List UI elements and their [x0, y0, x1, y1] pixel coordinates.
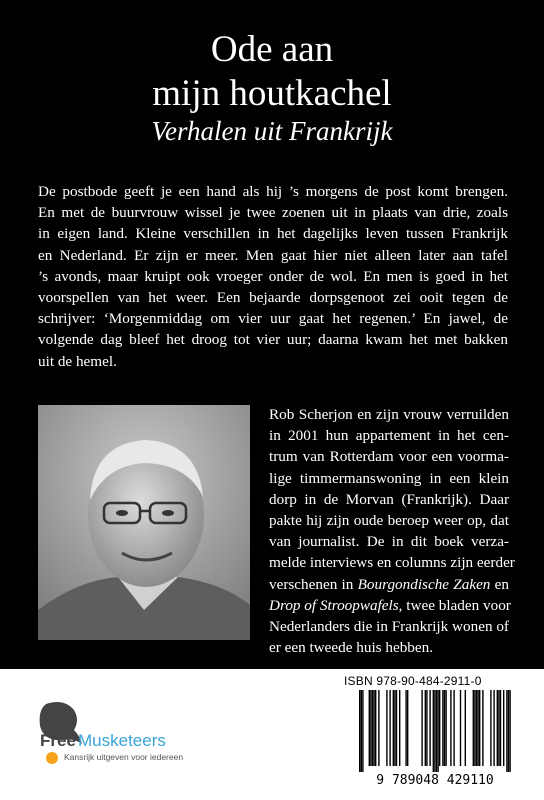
barcode-bar [490, 690, 491, 766]
barcode-bar [369, 690, 370, 766]
bio-italic-title: Drop of Stroopwafels [269, 596, 399, 614]
bio-text: lige timmermanswoning in een klein [269, 469, 509, 487]
barcode-bar [493, 690, 494, 766]
author-photo [38, 405, 250, 640]
barcode-bar [445, 690, 446, 766]
barcode-bar [399, 690, 400, 766]
barcode-bar [407, 690, 408, 766]
barcode-bar [479, 690, 480, 766]
blurb-line: uit de hemel. [38, 352, 117, 370]
barcode-bar [444, 690, 445, 766]
barcode-bar [460, 690, 461, 766]
bio-text: verschenen in [269, 575, 358, 593]
barcode-digits: 9 789048 429110 [376, 773, 494, 788]
blurb-line: en Nederland. Er zijn er meer. Men gaat hier niet alleen later aan tafel [38, 246, 508, 264]
publisher-name-part1: Free [40, 731, 76, 750]
barcode-bar [497, 690, 498, 766]
barcode-bar [506, 690, 507, 772]
publisher-logo [34, 696, 234, 776]
author-bio [269, 404, 515, 658]
publisher-tagline: Kansrijk uitgeven voor iedereen [64, 752, 184, 762]
bio-text: dorp in de Morvan (Frankrijk). Daar [269, 490, 509, 508]
book-subtitle: Verhalen uit Frankrijk [151, 116, 393, 146]
bio-line [269, 425, 509, 446]
blurb-line: in eigen land. Kleine verschillen in het dagelijks leven tussen Frankrijk [38, 225, 508, 243]
blurb-line: schrijver: ‘Morgenmiddag om vier uur gaat het regenen.’ En jawel, de [38, 310, 508, 328]
barcode-bar [498, 690, 499, 766]
barcode-bar [453, 690, 454, 766]
book-title-line-2: mijn houtkachel [152, 73, 392, 114]
barcode-bar [477, 690, 478, 766]
barcode-bar [359, 690, 360, 772]
barcode-bar [437, 690, 438, 772]
bio-text: en [490, 575, 509, 593]
barcode-bar [429, 690, 430, 766]
bio-text: , twee bladen voor [398, 596, 511, 614]
barcode-bar [439, 690, 440, 766]
barcode-bar [421, 690, 422, 766]
barcode-bar [362, 690, 363, 772]
blurb-line: De postbode geeft je een hand als hij ’s morgens de post komt brengen. [38, 183, 508, 200]
isbn-label: ISBN 978-90-484-2911-0 [344, 674, 482, 688]
bio-text: er een tweede huis hebben. [269, 639, 434, 657]
publisher-name-part2: Musketeers [78, 731, 166, 750]
barcode-bar [509, 690, 510, 772]
back-cover-blurb [38, 181, 508, 372]
bio-italic-title: Bourgondische Zaken [357, 575, 491, 593]
barcode-bar [372, 690, 373, 766]
barcode-bar [436, 690, 437, 772]
bio-line [269, 637, 509, 658]
barcode-bar [373, 690, 374, 766]
barcode-bar [361, 690, 362, 772]
book-title-line-1: Ode aan [210, 29, 334, 70]
bio-text: trum van Rotterdam voor een voorma- [269, 448, 509, 466]
bio-text: Rob Scherjon en zijn vrouw verruilden [269, 406, 509, 423]
barcode-bar [386, 690, 387, 766]
bio-line [269, 510, 509, 531]
barcode-bar [425, 690, 426, 766]
bio-line [269, 489, 509, 510]
barcode-bar [389, 690, 390, 766]
barcode-bar [465, 690, 466, 766]
barcode-bar [370, 690, 371, 766]
bio-line [269, 468, 509, 489]
barcode-bar [476, 690, 477, 766]
barcode-bar [426, 690, 427, 766]
bio-line [269, 552, 515, 573]
bio-line [269, 446, 509, 467]
barcode-bar [482, 690, 483, 766]
bio-text: in 2001 hun appartement in het cen- [269, 427, 509, 445]
barcode-bar [378, 690, 379, 766]
barcode-bar [508, 690, 509, 772]
blurb-line: En met de buurvrouw wissel je twee zoenen uit in plaats van drie, zoals [38, 204, 508, 222]
barcode-bar [393, 690, 394, 766]
barcode-bar [434, 690, 435, 772]
bio-text: Nederlanders die in Frankrijk wonen of [269, 618, 509, 636]
bio-line [269, 595, 509, 616]
bio-line [269, 404, 509, 425]
bio-line [269, 616, 509, 637]
barcode-bar [473, 690, 474, 766]
isbn-barcode [345, 688, 525, 788]
barcode-bar [394, 690, 395, 766]
barcode-bar [442, 690, 443, 766]
bio-text: pakte hij zijn oude beroep weer op, dat [269, 512, 509, 530]
barcode-bar [375, 690, 376, 766]
bio-text: van journalist. De in dit boek verza- [269, 533, 509, 551]
barcode-bar [500, 690, 501, 766]
blurb-line: volgende dag bleef het droog tot vier uur; daarna kwam het met bakken [38, 331, 508, 349]
blurb-line: voorspellen van het weer. Een bejaarde dorpsgenoot zei ooit tegen de [38, 289, 508, 307]
barcode-bar [396, 690, 397, 766]
bio-line [269, 531, 509, 552]
barcode-bar [450, 690, 451, 766]
orange-dot-icon [46, 752, 58, 764]
barcode-bar [405, 690, 406, 766]
blurb-line: ’s avonds, maar kruipt ook vroeger onder de wol. En men is goed in het [38, 267, 508, 285]
bio-line [269, 574, 509, 595]
bio-text: melde interviews en columns zijn eerder [269, 554, 515, 572]
barcode-bar [503, 690, 504, 766]
barcode-bar [433, 690, 434, 772]
barcode-bar [474, 690, 475, 766]
